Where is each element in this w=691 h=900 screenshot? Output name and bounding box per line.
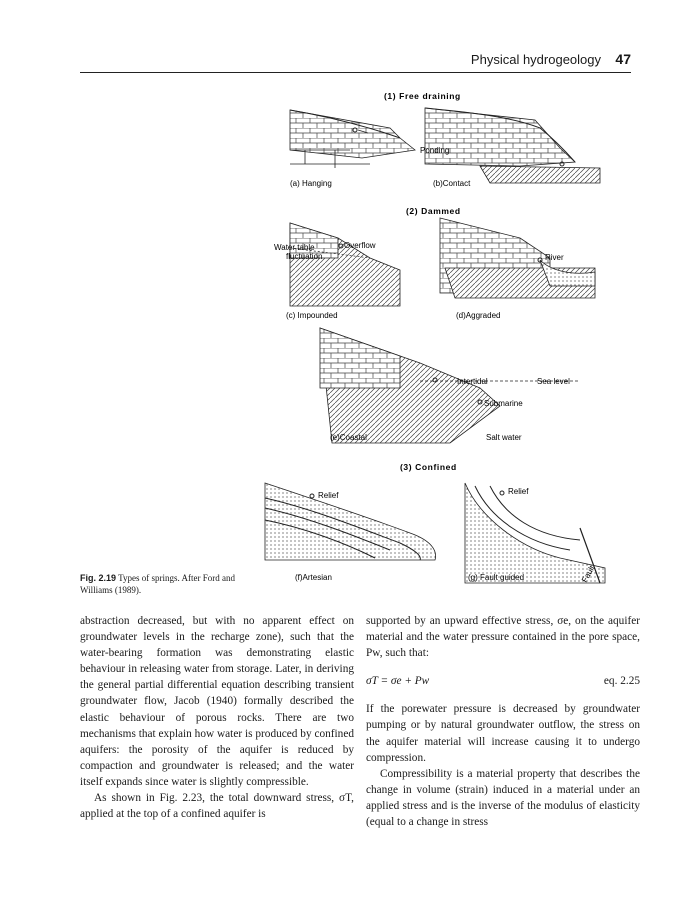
paragraph: If the porewater pressure is decreased by groundwater pumping or by natural groundwater outflow, the stress on the aquifer material will increase causing it to undergo compression. [366,703,640,764]
group-confined: (3) Confined [400,462,457,472]
paragraph: supported by an upward effective stress, σe, on the aquifer material and the water pressure contained in the pore space, Pw, such that: [366,615,640,660]
label-relief-artesian: Relief [318,491,339,500]
running-title: Physical hydrogeology [470,52,601,67]
label-intertidal: Intertidal [457,377,488,386]
label-relief-fault: Relief [508,487,529,496]
panel-hanging [290,110,415,188]
group-free-draining: (1) Free draining [384,91,461,101]
figure-caption [80,572,260,596]
equation: σT = σe + Pw [366,675,430,688]
right-column [366,613,640,830]
spring-point-icon [500,491,504,495]
label-ponding: Ponding [420,146,450,155]
label-fluctuation: fluctuation [286,252,323,261]
label-impounded: (c) Impounded [286,311,338,320]
paragraph: Compressibility is a material property that describes the change in volume (strain) induced in a material under an applied stress and is the inverse of the modulus of elasticity (equal to a change in stress [366,767,640,829]
left-column [80,613,354,822]
caption-label: Fig. 2.19 [80,573,117,583]
panel-aggraded [440,218,595,320]
page-number: 47 [615,51,631,67]
label-contact: (b)Contact [433,179,471,188]
panel-contact [420,108,600,188]
label-artesian: (f)Artesian [295,573,332,582]
figure-springs [250,88,610,588]
equation-block [366,673,640,689]
label-sea-level: Sea level [537,377,570,386]
paragraph: abstraction decreased, but with no apparent effect on groundwater levels in the recharge zone), such that the water-bearing formation was demonstrating elastic behaviour in releasing water from storage. Later, in deriving the general partial differential equation describing transient groundwater flow, Jacob (1940) formally described the elastic behaviour of porous rocks. There are two mechanisms that explain how water is produced by confined aquifers: the porosity of the aquifer is reduced by compaction and groundwater is released; and the water itself expands since water is slightly compressible. [80,615,354,788]
label-fault: Fault [579,564,597,584]
label-river: River [545,253,564,262]
panel-fault-guided [465,483,605,584]
spring-point-icon [310,494,314,498]
label-aggraded: (d)Aggraded [456,311,501,320]
label-hanging: (a) Hanging [290,179,332,188]
panel-coastal [320,328,580,443]
label-fault-guided: (g) Fault guided [468,573,525,582]
label-water-table: Water table [274,243,315,252]
panel-impounded [274,223,400,320]
group-dammed: (2) Dammed [406,206,461,216]
label-coastal: (e)Coastal [330,433,367,442]
panel-artesian [265,483,436,582]
running-header [80,52,631,72]
label-overflow: Overflow [344,241,376,250]
springs-diagram [250,88,610,588]
paragraph: As shown in Fig. 2.23, the total downward stress, σT, applied at the top of a confined aquifer is [80,792,354,821]
header-rule [80,72,631,73]
label-submarine: Submarine [484,399,523,408]
caption-text: Types of springs. After Ford and Williams (1989). [80,573,235,595]
equation-number: eq. 2.25 [603,675,640,688]
label-salt-water: Salt water [486,433,522,442]
